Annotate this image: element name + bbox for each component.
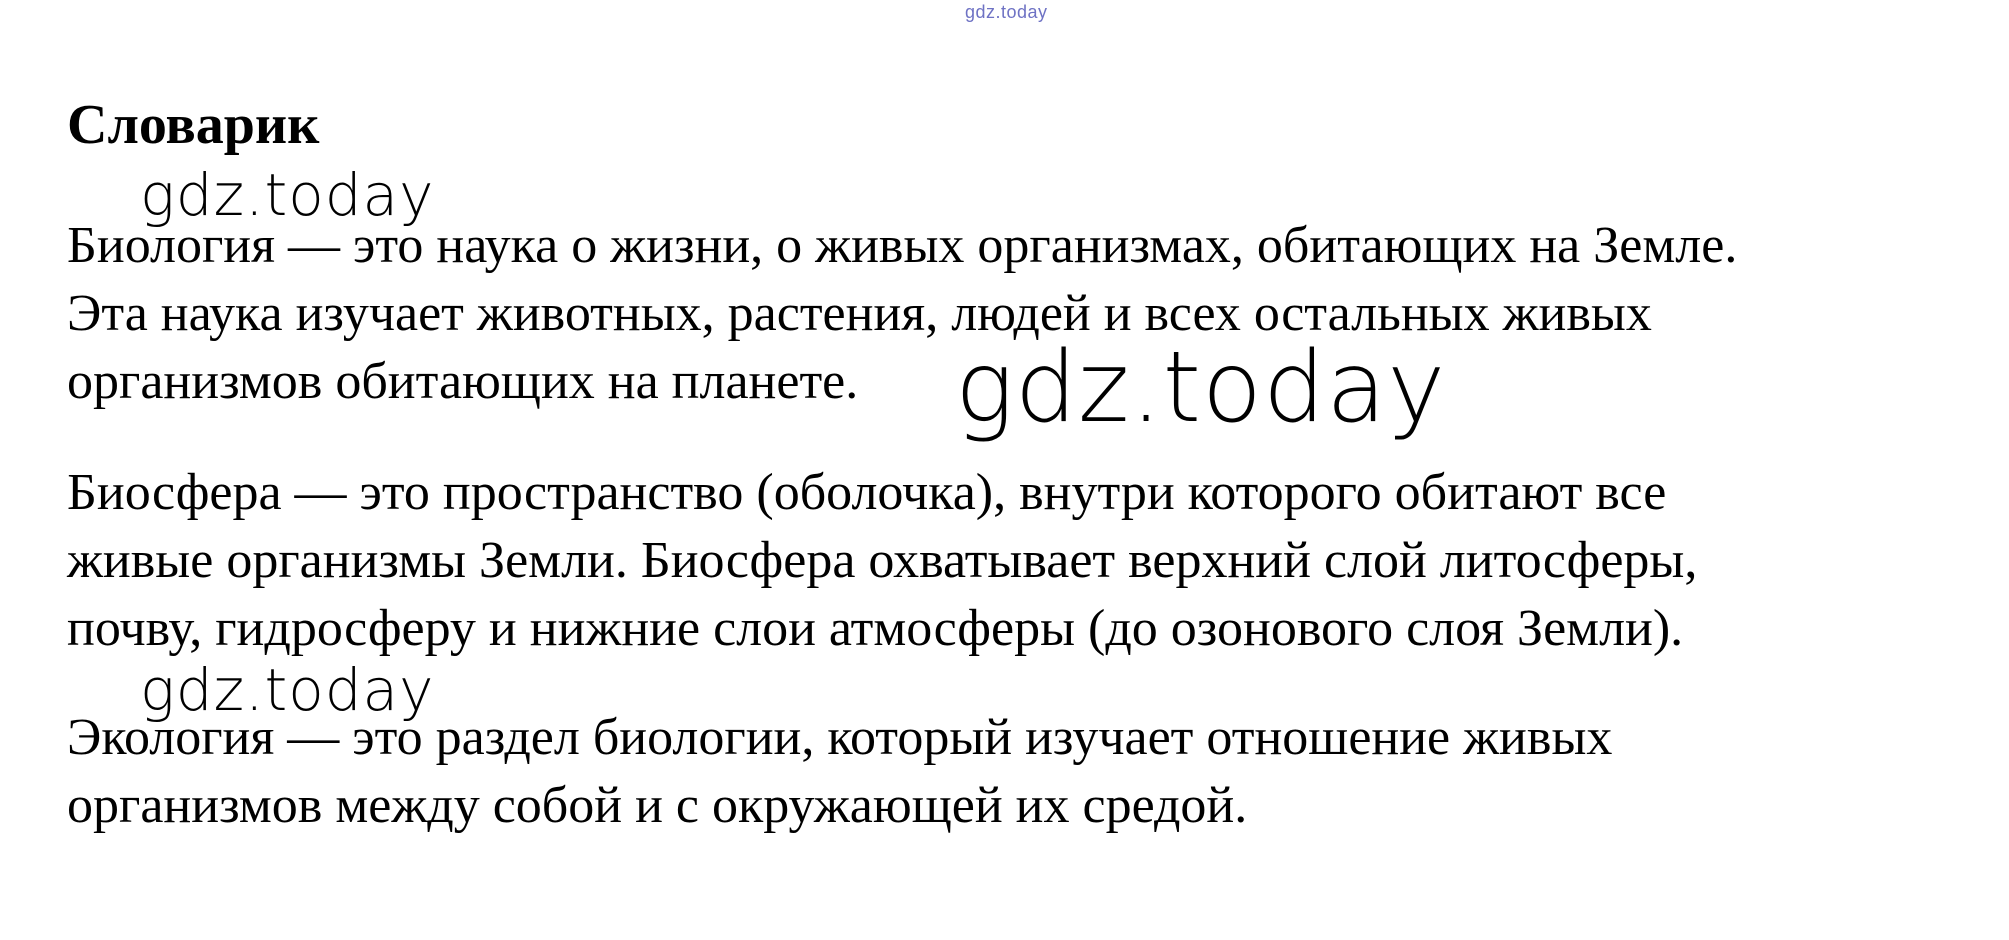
- entry-line: Биосфера — это пространство (оболочка), внутри которого обитают все: [67, 464, 1667, 521]
- entry-line: почву, гидросферу и нижние слои атмосферы (до озонового слоя Земли).: [67, 600, 1684, 657]
- watermark: gdz.today: [140, 161, 435, 229]
- page-title: Словарик: [67, 94, 320, 156]
- entry-line: Биология — это наука о жизни, о живых организмах, обитающих на Земле.: [67, 217, 1738, 274]
- watermark: gdz.today: [140, 656, 435, 724]
- watermark: gdz.today: [955, 331, 1447, 445]
- entry-line: организмов между собой и с окружающей их средой.: [67, 777, 1248, 834]
- entry-biosphere: [67, 459, 1997, 663]
- entry-line: организмов обитающих на планете.: [67, 353, 859, 410]
- entry-line: Экология — это раздел биологии, который изучает отношение живых: [67, 709, 1613, 766]
- entry-line: Эта наука изучает животных, растения, людей и всех остальных живых: [67, 285, 1652, 342]
- watermark-top: gdz.today: [965, 2, 1048, 22]
- entry-line: живые организмы Земли. Биосфера охватывает верхний слой литосферы,: [67, 532, 1698, 589]
